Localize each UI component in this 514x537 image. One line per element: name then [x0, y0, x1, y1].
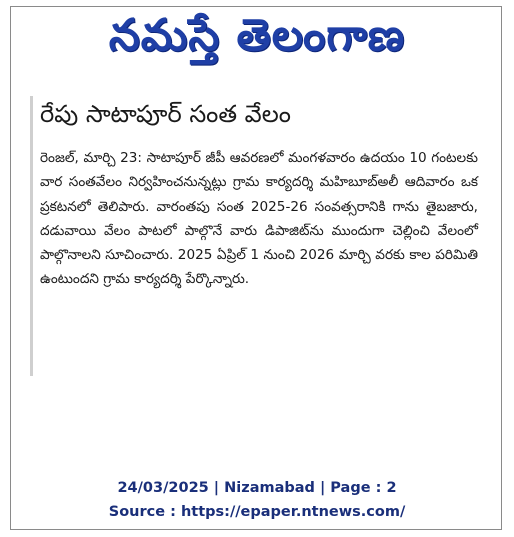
- article-clipping: [30, 96, 482, 376]
- clipping-left-rule: [30, 96, 33, 376]
- edition-info: 24/03/2025 | Nizamabad | Page : 2: [117, 480, 397, 496]
- source-link[interactable]: Source : https://epaper.ntnews.com/: [108, 504, 406, 520]
- article-body: రెంజల్, మార్చి 23: సాటాపూర్ జీపీ ఆవరణలో మంగళవారం ఉదయం 10 గంటలకు వార సంతవేలం నిర్వహించనున్నట్లు గ్రామ కార్యదర్శి మహిబూబ్‌అలీ ఆదివారం ఒక ప్రకటనలో తెలిపారు. వారంతపు సంత 2025-26 సంవత్సరానికి గాను తైబజారు, దడువాయి వేలం పాటలో పాల్గొనే వారు డిపాజిట్‌ను ముందుగా చెల్లించి వేలంలో పాల్గొనాలని సూచించారు. 2025 ఏప్రిల్ 1 నుంచి 2026 మార్చి వరకు కాల పరిమితి ఉంటుందని గ్రామ కార్యదర్శి పేర్కొన్నారు.: [40, 150, 478, 288]
- clipping-footer: [0, 476, 514, 524]
- newspaper-masthead: నమస్తే తెలంగాణ: [108, 10, 406, 61]
- article-headline: రేపు సాటాపూర్ సంత వేలం: [40, 100, 291, 128]
